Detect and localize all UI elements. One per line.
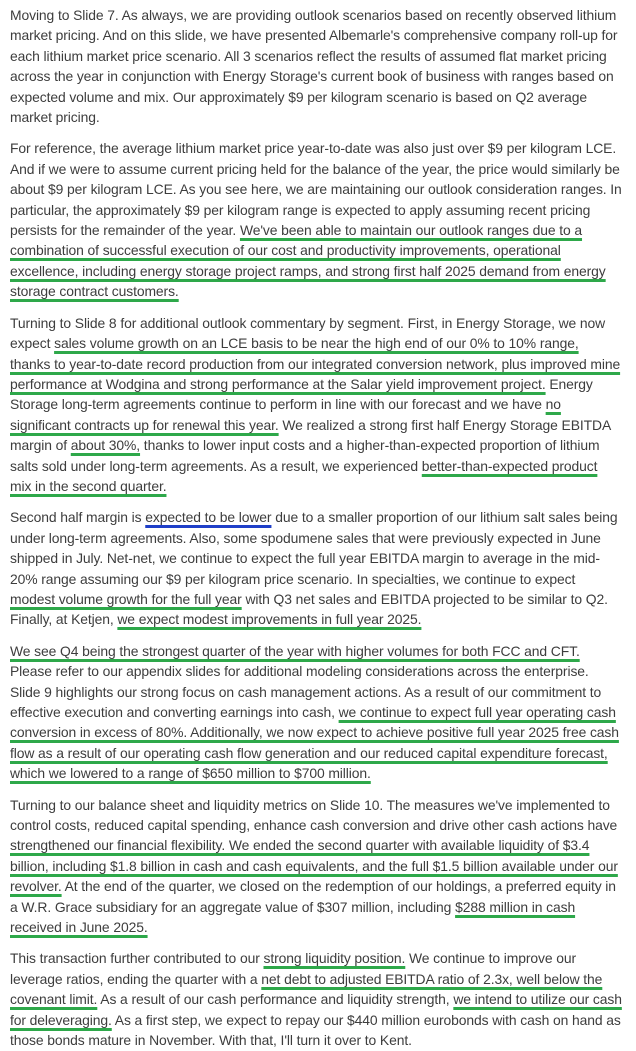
highlighted-text: about 30%, <box>70 437 141 454</box>
text-segment: Turning to Slide 8 for additional outlook commentary by segment. First, in Energy Storage, we now expect <box>10 314 606 352</box>
paragraph <box>10 795 622 938</box>
text-segment: As a first step, we expect to repay our $440 million eurobonds with cash on hand as those bonds mature in November. With that, I'll turn it over to Kent. <box>10 1011 621 1049</box>
text-segment: thanks to lower input costs and a higher-than-expected proportion of lithium salts sold under long-term agreements. As a result, we experienced <box>10 437 600 474</box>
highlighted-text: sales volume growth on an LCE basis to be near the high end of our 0% to 10% range, thanks to year-to-date record production from our integrated conversion network, plus improved mine performance at Wodgina and strong performance at the Salar yield improvement project. <box>10 335 621 392</box>
paragraph <box>10 641 622 784</box>
highlighted-text: $288 million in cash received in June 2025. <box>10 898 576 936</box>
highlighted-text: we expect modest improvements in full year 2025. <box>117 611 422 628</box>
highlighted-text: we intend to utilize our cash for deleveraging. <box>10 991 622 1028</box>
text-segment: At the end of the quarter, we closed on the redemption of our holdings, a preferred equity in a W.R. Grace subsidiary for an aggregate value of $307 million, including <box>10 878 616 915</box>
text-segment: with Q3 net sales and EBITDA projected to be similar to Q2. Finally, at Ketjen, <box>10 590 608 628</box>
text-segment: Second half margin is <box>10 509 146 526</box>
highlighted-text: net debt to adjusted EBITDA ratio of 2.3x, well below the covenant limit. <box>10 970 603 1008</box>
text-segment: We realized a strong first half Energy Storage EBITDA margin of <box>10 416 611 454</box>
text-segment: As a result of our cash performance and liquidity strength, <box>97 991 454 1008</box>
text-segment: Moving to Slide 7. As always, we are providing outlook scenarios based on recently observed lithium market pricing. And on this slide, we have presented Albemarle's comprehensive company roll-up for each lithium market price scenario. All 3 scenarios reflect the results of assumed flat market pricing across the year in conjunction with Energy Storage's current book of business with ranges based on expected volume and mix. Our approximately $9 per kilogram scenario is based on Q2 average market pricing. <box>10 7 618 126</box>
text-segment: We continue to improve our leverage ratios, ending the quarter with a <box>10 950 577 987</box>
highlighted-text-blue: expected to be lower <box>145 509 272 526</box>
paragraph <box>10 313 622 497</box>
paragraph <box>10 948 622 1050</box>
paragraph <box>10 507 622 629</box>
highlighted-text: we continue to expect full year operating cash conversion in excess of 80%. Additionally, we now expect to achieve positive full year 2025 free cash flow as a result of our operating cash flow generation and our reduced capital expenditure forecast, which we lowered to a range of $650 million to $700 million. <box>10 704 619 782</box>
text-segment: For reference, the average lithium market price year-to-date was also just over $9 per kilogram LCE. And if we were to assume current pricing held for the balance of the year, the price would similarly be about $9 per kilogram LCE. As you see here, we are maintaining our outlook consideration ranges. In particular, the approximately $9 per kilogram range is expected to apply assuming recent pricing persists for the remainder of the year. <box>10 140 622 239</box>
paragraph <box>10 138 622 301</box>
text-segment: Turning to our balance sheet and liquidity metrics on Slide 10. The measures we've implemented to control costs, reduced capital spending, enhance cash conversion and drive other cash actions have <box>10 796 618 834</box>
highlighted-text: strong liquidity position. <box>263 950 406 967</box>
highlighted-text: better-than-expected product mix in the second quarter. <box>10 457 598 494</box>
text-segment: due to a smaller proportion of our lithium salt sales being under long-term agreements. Also, some spodumene sales that were previously expected in June shipped in July. Net-net, we continue to expect the full year EBITDA margin to average in the mid-20% range assuming our $9 per kilogram price scenario. In specialties, we continue to expect <box>10 509 618 587</box>
text-segment: Energy Storage long-term agreements continue to perform in line with our forecast and we have <box>10 375 593 413</box>
paragraph <box>10 5 622 127</box>
highlighted-text: We see Q4 being the strongest quarter of the year with higher volumes for both FCC and CFT. <box>10 642 580 659</box>
highlighted-text: We've been able to maintain our outlook ranges due to a combination of successful execution of our cost and productivity improvements, operational excellence, including energy storage project ramps, and strong first half 2025 demand from energy storage contract customers. <box>10 222 606 300</box>
highlighted-text: strengthened our financial flexibility. We ended the second quarter with available liquidity of $3.4 billion, including $1.8 billion in cash and cash equivalents, and the full $1.5 billion available under our revolver. <box>10 837 618 895</box>
highlighted-text: modest volume growth for the full year <box>10 590 242 607</box>
highlighted-text: no significant contracts up for renewal this year. <box>10 396 561 433</box>
text-segment: Please refer to our appendix slides for additional modeling considerations across the enterprise. Slide 9 highlights our strong focus on cash management actions. As a result of our commitment to effective execution and converting earnings into cash, <box>10 663 602 720</box>
text-segment: This transaction further contributed to our <box>10 950 264 967</box>
